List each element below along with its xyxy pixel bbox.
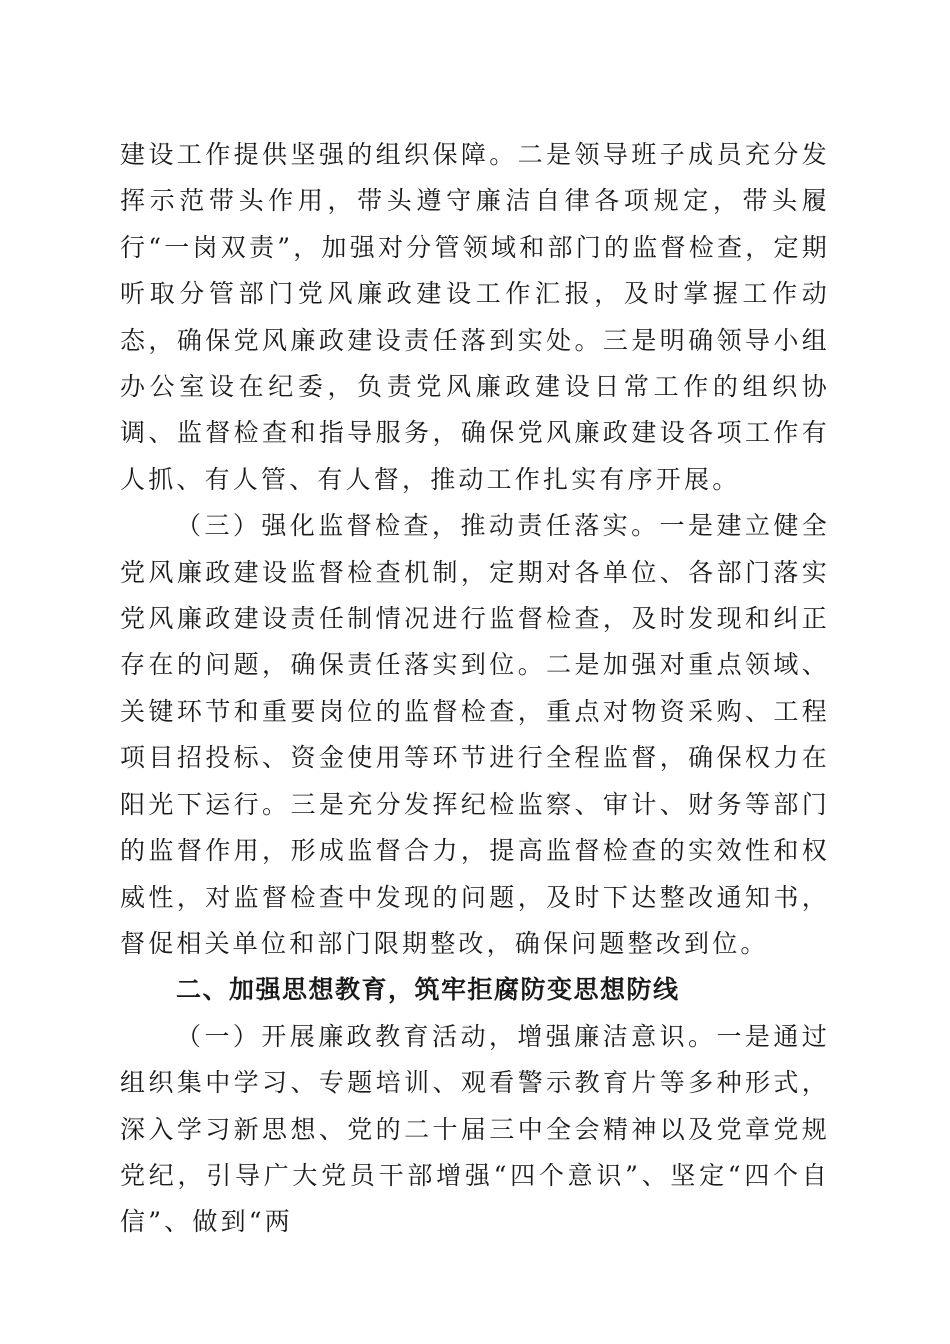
paragraph-supervision-inspection: （三）强化监督检查，推动责任落实。一是建立健全党风廉政建设监督检查机制，定期对各单位、各部门落实党风廉政建设责任制情况进行监督检查，及时发现和纠正存在的问题，确保责任落实到位。二是加强对重点领域、关键环节和重要岗位的监督检查，重点对物资采购、工程项目招投标、资金使用等环节进行全程监督，确保权力在阳光下运行。三是充分发挥纪检监察、审计、财务等部门的监督作用，形成监督合力，提高监督检查的实效性和权威性，对监督检查中发现的问题，及时下达整改通知书，督促相关单位和部门限期整改，确保问题整改到位。 — [120, 511, 830, 958]
document-body — [120, 132, 830, 1246]
paragraph-leadership-continued: 建设工作提供坚强的组织保障。二是领导班子成员充分发挥示范带头作用，带头遵守廉洁自律各项规定，带头履行“一岗双责”，加强对分管领域和部门的监督检查，定期听取分管部门党风廉政建设工作汇报，及时掌握工作动态，确保党风廉政建设责任落到实处。三是明确领导小组办公室设在纪委，负责党风廉政建设日常工作的组织协调、监督检查和指导服务，确保党风廉政建设各项工作有人抓、有人管、有人督，推动工作扎实有序开展。 — [120, 140, 830, 494]
paragraph-integrity-education: （一）开展廉政教育活动，增强廉洁意识。一是通过组织集中学习、专题培训、观看警示教育片等多种形式，深入学习新思想、党的二十届三中全会精神以及党章党规党纪，引导广大党员干部增强“四个意识”、坚定“四个自信”、做到“两 — [120, 1021, 830, 1237]
section-heading-ideological-education: 二、加强思想教育，筑牢拒腐防变思想防线 — [176, 975, 680, 1005]
